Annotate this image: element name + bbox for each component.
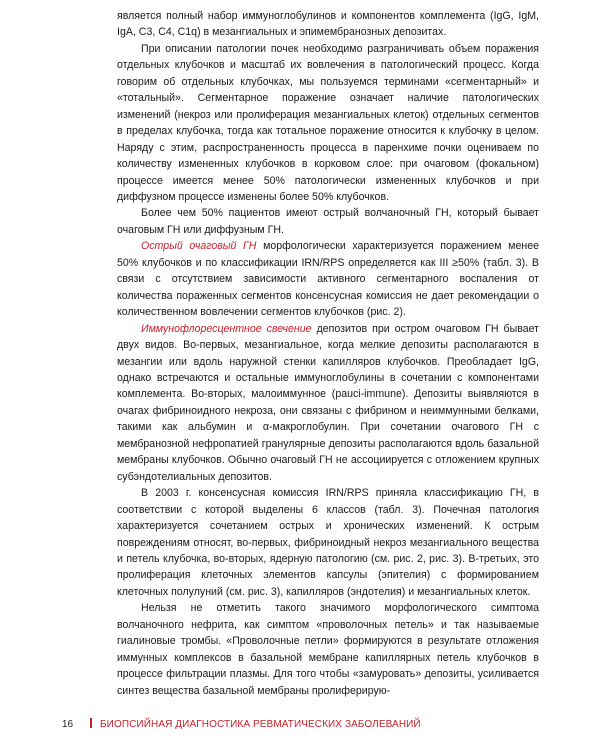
term-acute-focal-gn: Острый очаговый ГН [141, 240, 257, 253]
paragraph-4 [117, 238, 539, 320]
paragraph-6: В 2003 г. консенсусная комиссия IRN/RPS приняла классификацию ГН, в соответствии с которой выделены 6 классов (табл. 3). Почечная патология характеризуется сочетанием острых и хронических изменений. К острым повреждениям относят, во-первых, фибриноидный некроз мезангиального вещества и петель клубочка, во-вторых, ядерную патологию (см. рис. 2, рис. 3). В-третьих, это пролиферация клеточных элементов капсулы (эпителия) с формированием клеточных полулуний (см. рис. 3), капилляров (эндотелия) и мезангиальных клеток. [117, 487, 539, 598]
paragraph-5-text: депозитов при остром очаговом ГН бывает двух видов. Во-первых, мезангиальное, когда мелкие депозиты располагаются в мезангии или вдоль наружной стенки капилляров клубочков. Преобладает IgG, однако встречаются и остальные иммуноглобулины в сочетании с компонентами комплемента. Во-вторых, малоиммунное (pauci-immune). Депозиты выявляются в очагах фибриноидного некроза, они связаны с фибрином и неиммунными белками, такими как альбумин и α-макроглобулин. При сочетании очагового ГН с мембранозной нефропатией гранулярные депозиты располагаются вдоль базальной мембраны клубочков. Обычно очаговый ГН не ассоциируется с отложением крупных субэндотелиальных депозитов. [117, 322, 539, 483]
footer-divider [90, 718, 92, 728]
paragraph-3: Более чем 50% пациентов имеют острый волчаночный ГН, который бывает очаговым ГН или диффузным ГН. [117, 207, 539, 236]
paragraph-7: Нельзя не отметить такого значимого морфологического симптома волчаночного нефрита, как симптом «проволочных петель» и так называемые гиалиновые тромбы. «Проволочные петли» формируются в результате отложения иммунных комплексов в базальной мембране капиллярных петель клубочков в процессе фильтрации плазмы. Для того чтобы «замуровать» депозиты, усиливается синтез вещества базальной мембраны пролиферирую- [117, 602, 539, 697]
body-text [117, 8, 539, 699]
paragraph-4-text: морфологически характеризуется поражением менее 50% клубочков и по классификации IRN/RPS определяется как III ≥50% (табл. 3). В связи с отсутствием зависимости активного сегментарного воспаления от количества пораженных сегментов консенсусная комиссия не дает рекомендации о количественном вовлечении сегментов клубочков (рис. 2). [117, 240, 539, 319]
running-title: БИОПСИЙНАЯ ДИАГНОСТИКА РЕВМАТИЧЕСКИХ ЗАБОЛЕВАНИЙ [100, 719, 421, 730]
page-footer [62, 718, 421, 732]
paragraph-1: является полный набор иммуноглобулинов и компонентов комплемента (IgG, IgM, IgA, C3, C4, C1q) в мезангиальных и эпимембранозных депозитах. [117, 10, 539, 39]
page-number: 16 [62, 719, 74, 730]
term-immunofluorescence: Иммунофлоресцентное свечение [141, 322, 312, 335]
paragraph-5 [117, 321, 539, 486]
paragraph-2: При описании патологии почек необходимо разграничивать объем поражения отдельных клубочков и масштаб их вовлечения в патологический процесс. Когда говорим об отдельных клубочках, мы пользуемся терминами «сегментарный» и «тотальный». Сегментарное поражение означает наличие патологических изменений (некроз или пролиферация мезангиальных клеток) отдельных сегментов в пределах клубочка, тогда как тотальное поражение относится к клубочку в целом. Наряду с этим, распространенность процесса в паренхиме почки оцениваем по количеству измененных клубочков в корковом слое: при очаговом (фокальном) процессе имеется менее 50% патологически измененных клубочков и при диффузном процессе изменены более 50% клубочков. [117, 42, 539, 203]
